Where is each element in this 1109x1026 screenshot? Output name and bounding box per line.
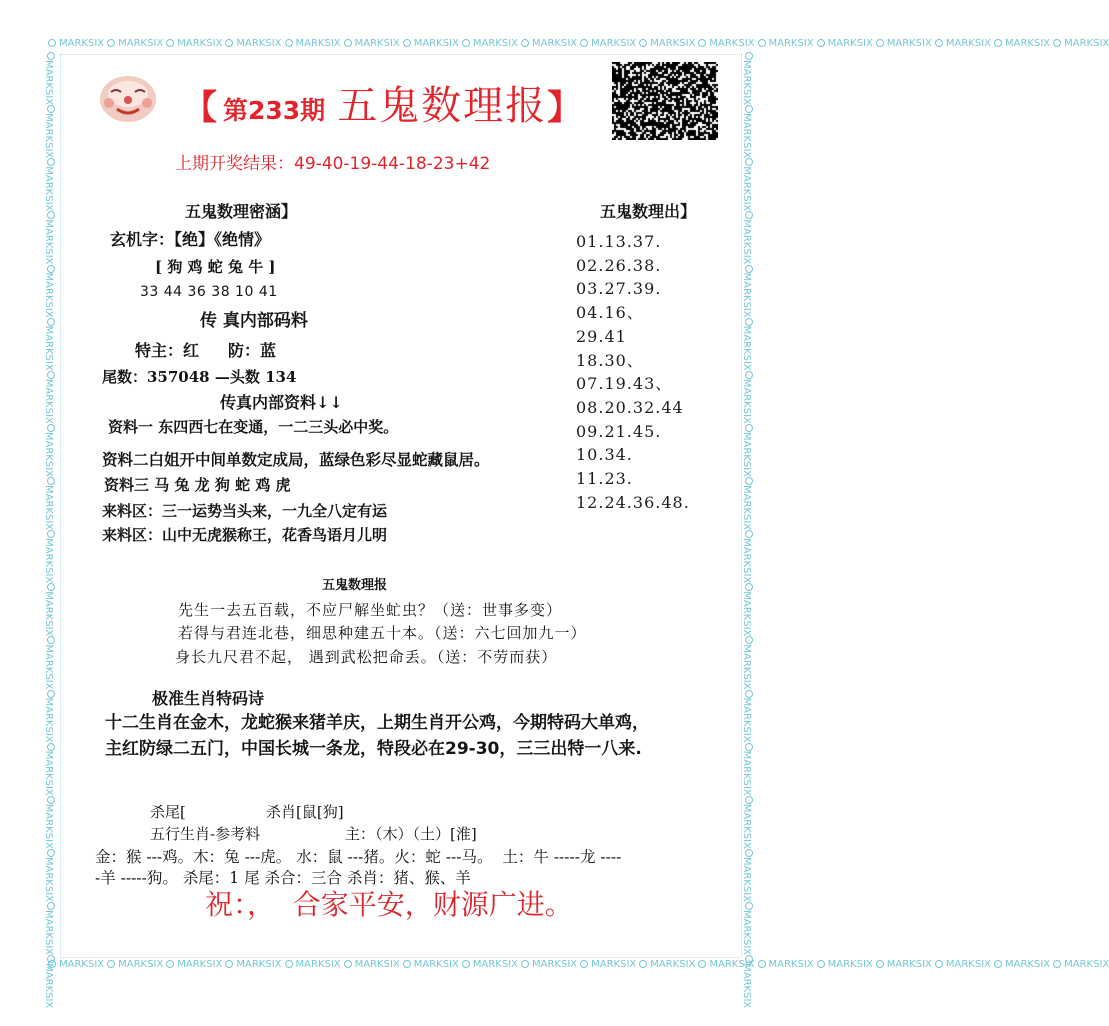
border-motif: MARKSIX <box>43 485 54 531</box>
border-motif: MARKSIX <box>43 431 54 477</box>
number-column-heading: 五鬼数理出】 <box>600 202 697 221</box>
border-ornament <box>47 849 55 857</box>
kill-tail: 杀尾[ <box>150 803 186 821</box>
border-ornament <box>698 39 706 47</box>
data-item: 资料二白姐开中间单数定成局，蓝绿色彩尽显蛇藏鼠居。 <box>102 450 490 469</box>
riddle-line: 先生一去五百载，不应尸解坐虻虫？（送：世事多变） <box>178 601 563 619</box>
tail-head-numbers: 尾数：357048 —头数 134 <box>102 368 297 386</box>
fax-code-heading: 传 真内部码料 <box>200 311 308 331</box>
poem-line: 主红防绿二五门，中国长城一条龙，特段必在29-30，三三出特一八来. <box>105 739 642 759</box>
border-ornament <box>994 39 1002 47</box>
wuxing-label: 五行生肖-参考料 <box>150 825 261 843</box>
number-row: 02.26.38. <box>576 255 662 275</box>
border-motif: MARKSIX <box>413 38 459 49</box>
border-ornament <box>817 39 825 47</box>
border-ornament <box>462 960 470 968</box>
last-draw-numbers: 49-40-19-44-18-23+42 <box>294 154 491 174</box>
border-ornament <box>935 39 943 47</box>
border-motif: MARKSIX <box>741 750 752 796</box>
number-column <box>576 230 690 514</box>
border-ornament <box>47 371 55 379</box>
border-motif: MARKSIX <box>741 325 752 371</box>
border-motif: MARKSIX <box>1005 959 1051 970</box>
border-ornament <box>166 39 174 47</box>
number-row: 29.41 <box>576 326 627 346</box>
border-motif: MARKSIX <box>354 38 400 49</box>
riddle-heading <box>322 578 388 593</box>
data-item: 来料区：三一运势当头来，一九全八定有运 <box>102 502 388 520</box>
border-motif: MARKSIX <box>741 856 752 902</box>
main-color: 特主：红 <box>135 341 200 360</box>
border-ornament <box>107 960 115 968</box>
border-motif: MARKSIX <box>43 538 54 584</box>
border-motif: MARKSIX <box>118 959 164 970</box>
border-motif: MARKSIX <box>709 959 755 970</box>
border-motif: MARKSIX <box>741 910 752 956</box>
border-motif: MARKSIX <box>43 325 54 371</box>
border-ornament <box>521 39 529 47</box>
border-ornament <box>758 39 766 47</box>
border-bottom <box>45 959 1109 972</box>
border-ornament <box>698 960 706 968</box>
border-ornament <box>462 39 470 47</box>
border-ornament <box>166 960 174 968</box>
border-ornament <box>521 960 529 968</box>
border-motif: MARKSIX <box>236 959 282 970</box>
border-ornament <box>745 796 753 804</box>
border-motif: MARKSIX <box>43 644 54 690</box>
wuxing-line: 金：猴 ---鸡。木：兔 ---虎。 水：鼠 ---猪。火：蛇 ---马。 土：牛 -----龙 ---- <box>95 848 622 866</box>
border-motif: MARKSIX <box>945 38 991 49</box>
border-motif: MARKSIX <box>886 959 932 970</box>
border-motif: MARKSIX <box>741 538 752 584</box>
face-logo <box>93 72 163 124</box>
last-draw-result <box>175 154 490 174</box>
border-ornament <box>47 477 55 485</box>
border-motif: MARKSIX <box>827 38 873 49</box>
border-motif: MARKSIX <box>741 697 752 743</box>
border-motif: MARKSIX <box>741 803 752 849</box>
border-ornament <box>48 39 56 47</box>
border-motif: MARKSIX <box>43 963 54 1009</box>
border-motif: MARKSIX <box>43 803 54 849</box>
riddle-line: 身长九尺君不起， 遇到武松把命丢。（送：不劳而获） <box>175 648 558 666</box>
number-row: 08.20.32.44 <box>576 397 684 417</box>
border-ornament <box>1053 960 1061 968</box>
riddle-line: 若得与君连北巷，细思种建五十本。（送：六七回加九一） <box>178 624 587 642</box>
border-ornament <box>47 424 55 432</box>
border-ornament <box>639 39 647 47</box>
border-ornament <box>107 39 115 47</box>
border-ornament <box>935 960 943 968</box>
border-motif: MARKSIX <box>118 38 164 49</box>
border-motif: MARKSIX <box>591 38 637 49</box>
border-motif: MARKSIX <box>43 378 54 424</box>
border-left <box>43 52 58 1009</box>
border-ornament <box>47 530 55 538</box>
border-motif: MARKSIX <box>43 856 54 902</box>
blessing: 祝：， 合家平安，财源广进。 <box>205 888 573 921</box>
border-ornament <box>47 743 55 751</box>
border-motif: MARKSIX <box>472 38 518 49</box>
border-motif: MARKSIX <box>43 219 54 265</box>
border-motif: MARKSIX <box>741 272 752 318</box>
border-ornament <box>1053 39 1061 47</box>
border-motif: MARKSIX <box>827 959 873 970</box>
border-motif: MARKSIX <box>768 959 814 970</box>
border-ornament <box>403 960 411 968</box>
border-ornament <box>403 39 411 47</box>
border-motif: MARKSIX <box>43 272 54 318</box>
border-ornament <box>47 52 55 60</box>
border-motif: MARKSIX <box>741 485 752 531</box>
zodiac-group: [ 狗 鸡 蛇 兔 牛 ] <box>155 258 276 276</box>
mystery-word: 玄机字：【绝】《绝情》 <box>110 230 271 249</box>
border-ornament <box>47 105 55 113</box>
border-ornament <box>344 960 352 968</box>
wuxing-line: -羊 -----狗。 杀尾：1 尾 杀合：三合 杀肖：猪、猴、羊 <box>95 869 471 887</box>
secret-heading: 五鬼数理密涵】 <box>185 202 298 221</box>
border-motif: MARKSIX <box>59 38 105 49</box>
data-item: 来料区：山中无虎猴称王，花香鸟语月儿明 <box>102 526 388 544</box>
border-motif: MARKSIX <box>591 959 637 970</box>
border-top <box>45 38 1109 51</box>
border-motif: MARKSIX <box>177 38 223 49</box>
border-motif: MARKSIX <box>43 166 54 212</box>
border-ornament <box>47 265 55 273</box>
border-ornament <box>580 39 588 47</box>
number-row: 09.21.45. <box>576 421 662 441</box>
border-ornament <box>285 39 293 47</box>
border-motif: MARKSIX <box>1064 38 1109 49</box>
number-row: 18.30、 <box>576 350 644 370</box>
border-ornament <box>47 902 55 910</box>
border-motif: MARKSIX <box>741 431 752 477</box>
border-motif: MARKSIX <box>741 963 752 1009</box>
border-motif: MARKSIX <box>741 166 752 212</box>
issue-title <box>183 74 581 131</box>
border-motif: MARKSIX <box>295 959 341 970</box>
border-motif: MARKSIX <box>945 959 991 970</box>
border-ornament <box>225 960 233 968</box>
border-ornament <box>745 849 753 857</box>
border-motif: MARKSIX <box>43 60 54 106</box>
border-motif: MARKSIX <box>886 38 932 49</box>
border-ornament <box>225 39 233 47</box>
publication-name: 五鬼数理报 <box>337 83 548 129</box>
border-ornament <box>745 52 753 60</box>
border-motif: MARKSIX <box>650 38 696 49</box>
border-motif: MARKSIX <box>43 591 54 637</box>
border-motif: MARKSIX <box>532 38 578 49</box>
riddle-heading-text: 五鬼数理报 <box>322 578 388 593</box>
border-ornament <box>47 796 55 804</box>
border-ornament <box>580 960 588 968</box>
border-motif: MARKSIX <box>413 959 459 970</box>
fax-data-heading: 传真内部资料↓↓ <box>220 393 343 412</box>
border-ornament <box>817 960 825 968</box>
border-motif: MARKSIX <box>43 697 54 743</box>
border-motif: MARKSIX <box>295 38 341 49</box>
border-ornament <box>745 424 753 432</box>
border-ornament <box>745 371 753 379</box>
data-item: 资料三 马 兔 龙 狗 蛇 鸡 虎 <box>104 476 291 494</box>
data-item: 资料一 东四西七在变通，一二三头必中奖。 <box>108 418 399 436</box>
title-bracket-close: 】 <box>547 88 582 128</box>
border-ornament <box>344 39 352 47</box>
border-motif: MARKSIX <box>741 591 752 637</box>
border-ornament <box>994 960 1002 968</box>
border-ornament <box>47 690 55 698</box>
border-ornament <box>745 265 753 273</box>
border-motif: MARKSIX <box>1005 38 1051 49</box>
poem-line: 十二生肖在金木，龙蛇猴来猪羊庆，上期生肖开公鸡，今期特码大单鸡， <box>105 713 649 733</box>
border-motif: MARKSIX <box>709 38 755 49</box>
border-ornament <box>745 743 753 751</box>
issue-number: 第233期 <box>223 96 326 125</box>
poem-heading: 极准生肖特码诗 <box>152 689 265 708</box>
border-motif: MARKSIX <box>177 959 223 970</box>
border-motif: MARKSIX <box>650 959 696 970</box>
number-row: 04.16、 <box>576 303 644 323</box>
title-bracket-open: 【 <box>183 88 217 128</box>
guard-color: 防：蓝 <box>228 341 277 360</box>
number-row: 11.23. <box>576 469 633 489</box>
border-motif: MARKSIX <box>472 959 518 970</box>
border-motif: MARKSIX <box>43 113 54 159</box>
border-motif: MARKSIX <box>741 219 752 265</box>
number-row: 03.27.39. <box>576 279 662 299</box>
border-motif: MARKSIX <box>768 38 814 49</box>
border-motif: MARKSIX <box>59 959 105 970</box>
border-ornament <box>745 318 753 326</box>
border-ornament <box>285 960 293 968</box>
border-motif: MARKSIX <box>1064 959 1109 970</box>
border-motif: MARKSIX <box>741 60 752 106</box>
border-ornament <box>745 105 753 113</box>
border-motif: MARKSIX <box>43 910 54 956</box>
border-ornament <box>876 960 884 968</box>
qr-code <box>612 62 718 140</box>
border-motif: MARKSIX <box>741 644 752 690</box>
main-elements: 主：（木）（土）[淮] <box>345 825 477 843</box>
border-ornament <box>745 690 753 698</box>
border-ornament <box>876 39 884 47</box>
border-ornament <box>47 318 55 326</box>
number-row: 01.13.37. <box>576 232 662 251</box>
last-draw-label: 上期开奖结果： <box>175 154 294 174</box>
secret-numbers: 33 44 36 38 10 41 <box>140 284 278 300</box>
kill-zodiac: 杀肖[鼠[狗] <box>266 803 344 821</box>
border-ornament <box>758 960 766 968</box>
border-motif: MARKSIX <box>236 38 282 49</box>
border-motif: MARKSIX <box>741 378 752 424</box>
border-ornament <box>745 477 753 485</box>
border-motif: MARKSIX <box>741 113 752 159</box>
border-ornament <box>745 902 753 910</box>
border-ornament <box>639 960 647 968</box>
border-motif: MARKSIX <box>43 750 54 796</box>
border-right <box>741 52 756 1009</box>
border-motif: MARKSIX <box>532 959 578 970</box>
number-row: 07.19.43、 <box>576 374 673 394</box>
number-row: 12.24.36.48. <box>576 492 690 512</box>
border-ornament <box>745 530 753 538</box>
number-row: 10.34. <box>576 445 633 465</box>
border-motif: MARKSIX <box>354 959 400 970</box>
